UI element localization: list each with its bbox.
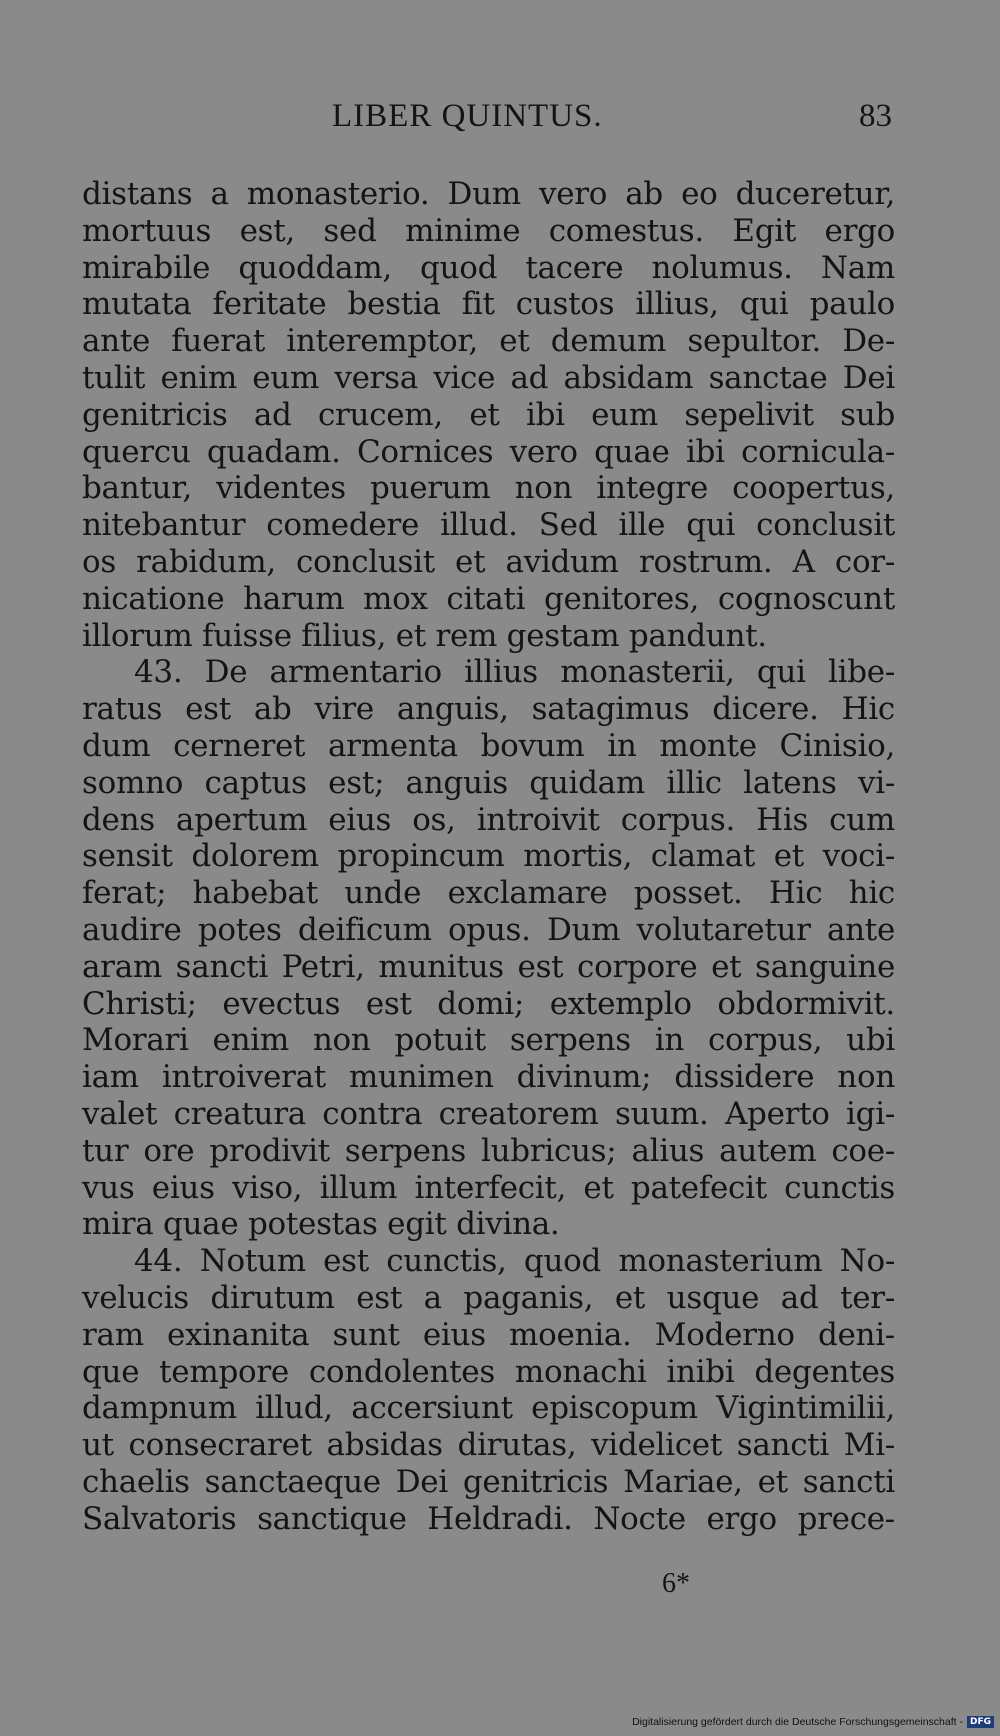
text-line: chaelis sanctaeque Dei genitricis Mariae, et sancti	[82, 1463, 895, 1500]
text-line: mutata feritate bestia fit custos illius, qui paulo	[82, 286, 895, 323]
text-line: ratus est ab vire anguis, satagimus dicere. Hic	[82, 691, 895, 728]
text-line: Morari enim non potuit serpens in corpus, ubi	[82, 1022, 895, 1059]
text-line: vus eius viso, illum interfecit, et patefecit cunctis	[82, 1169, 895, 1206]
text-line: ut consecraret absidas dirutas, videlicet sancti Mi-	[82, 1427, 895, 1464]
text-line: tur ore prodivit serpens lubricus; alius autem coe-	[82, 1132, 895, 1169]
text-line: sensit dolorem propincum mortis, clamat et voci-	[82, 838, 895, 875]
body-text	[82, 176, 895, 1537]
paragraph-start-44: 44. Notum est cunctis, quod monasterium No-	[134, 1243, 895, 1280]
text-line: tulit enim eum versa vice ad absidam sanctae Dei	[82, 359, 895, 396]
text-line: Christi; evectus est domi; extemplo obdormivit.	[82, 985, 895, 1022]
text-line: aram sancti Petri, munitus est corpore et sanguine	[82, 948, 895, 985]
text-line: valet creatura contra creatorem suum. Aperto igi-	[82, 1095, 895, 1132]
text-line: dum cerneret armenta bovum in monte Cinisio,	[82, 727, 895, 764]
text-line: Salvatoris sanctique Heldradi. Nocte ergo prece-	[82, 1500, 895, 1537]
text-line: ram exinanita sunt eius moenia. Moderno deni-	[82, 1316, 895, 1353]
text-line: audire potes deificum opus. Dum volutaretur ante	[82, 911, 895, 948]
text-line: os rabidum, conclusit et avidum rostrum. A cor-	[82, 543, 895, 580]
text-line: dampnum illud, accersiunt episcopum Vigintimilii,	[82, 1390, 895, 1427]
running-title: LIBER QUINTUS.	[332, 98, 603, 134]
text-line: mira quae potestas egit divina.	[82, 1206, 560, 1243]
text-line: ferat; habebat unde exclamare posset. Hic hic	[82, 875, 895, 912]
text-line: bantur, videntes puerum non integre coopertus,	[82, 470, 895, 507]
text-line: somno captus est; anguis quidam illic latens vi-	[82, 764, 895, 801]
text-line: velucis dirutum est a paganis, et usque ad ter-	[82, 1279, 895, 1316]
text-line: nicatione harum mox citati genitores, cognoscunt	[82, 580, 895, 617]
text-line: illorum fuisse filius, et rem gestam pandunt.	[82, 617, 767, 654]
text-line: dens apertum eius os, introivit corpus. His cum	[82, 801, 895, 838]
running-head	[82, 98, 892, 146]
footer-credit: Digitalisierung gefördert durch die Deutsche Forschungsgemeinschaft -	[632, 1716, 963, 1728]
text-line: distans a monasterio. Dum vero ab eo duceretur,	[82, 176, 895, 212]
text-line: ante fuerat interemptor, et demum sepultor. De-	[82, 323, 895, 360]
text-line: genitricis ad crucem, et ibi eum sepelivit sub	[82, 396, 895, 433]
dfg-logo: DFG	[967, 1716, 994, 1728]
text-line: mortuus est, sed minime comestus. Egit ergo	[82, 212, 895, 249]
paragraph-start-43: 43. De armentario illius monasterii, qui libe-	[134, 654, 895, 691]
text-line: quercu quadam. Cornices vero quae ibi cornicula-	[82, 433, 895, 470]
digitization-footer	[632, 1712, 994, 1732]
text-line: mirabile quoddam, quod tacere nolumus. Nam	[82, 249, 895, 286]
text-line: nitebantur comedere illud. Sed ille qui conclusit	[82, 507, 895, 544]
text-line: iam introiverat munimen divinum; dissidere non	[82, 1059, 895, 1096]
signature-mark: 6*	[662, 1568, 690, 1599]
text-line: que tempore condolentes monachi inibi degentes	[82, 1353, 895, 1390]
page-number: 83	[859, 98, 892, 134]
